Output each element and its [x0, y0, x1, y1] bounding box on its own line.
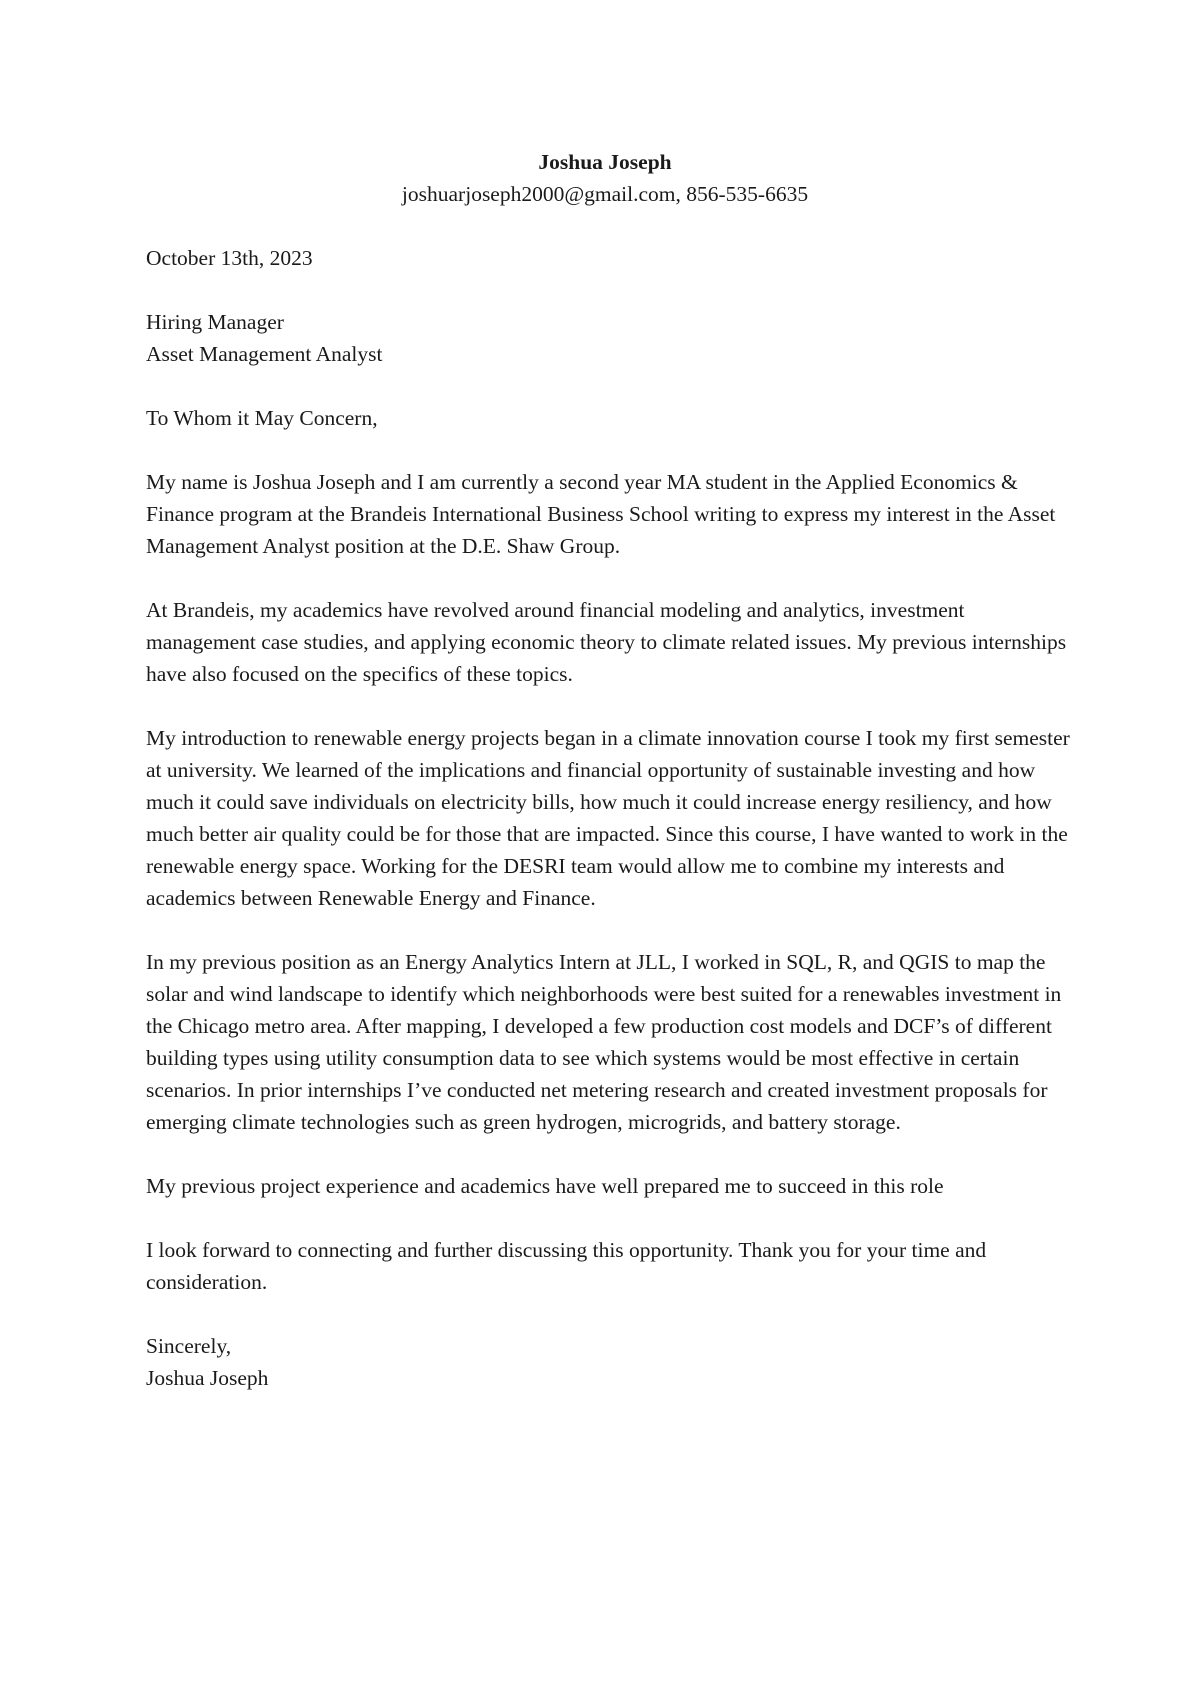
- paragraph-preparation: My previous project experience and academics have well prepared me to succeed in this role: [146, 1174, 944, 1198]
- sender-name: Joshua Joseph: [538, 150, 672, 174]
- letter-date: October 13th, 2023: [146, 246, 313, 270]
- recipient-line-1: Hiring Manager: [146, 310, 284, 334]
- letter-body: [146, 146, 1076, 1394]
- recipient-block: [146, 306, 1076, 370]
- salutation: To Whom it May Concern,: [146, 406, 378, 430]
- paragraph-experience: In my previous position as an Energy Analytics Intern at JLL, I worked in SQL, R, and QGIS to map the solar and wind landscape to identify which neighborhoods were best suited for a renewables investment in the Chicago metro area. After mapping, I developed a few production cost models and DCF’s of different building types using utility consumption data to see which systems would be most effective in certain scenarios. In prior internships I’ve conducted net metering research and created investment proposals for emerging climate technologies such as green hydrogen, microgrids, and battery storage.: [146, 950, 1062, 1134]
- paragraph-closing-remarks: I look forward to connecting and further discussing this opportunity. Thank you for your time and consideration.: [146, 1238, 987, 1294]
- letter-header: [146, 146, 1064, 210]
- paragraph-intro: My name is Joshua Joseph and I am currently a second year MA student in the Applied Economics & Finance program at the Brandeis International Business School writing to express my interest in the Asset Management Analyst position at the D.E. Shaw Group.: [146, 470, 1056, 558]
- signature-name: Joshua Joseph: [146, 1366, 269, 1390]
- paragraph-academics: At Brandeis, my academics have revolved around financial modeling and analytics, investment management case studies, and applying economic theory to climate related issues. My previous internships have also focused on the specifics of these topics.: [146, 598, 1067, 686]
- paragraph-renewable-energy: My introduction to renewable energy projects began in a climate innovation course I took my first semester at university. We learned of the implications and financial opportunity of sustainable investing and how much it could save individuals on electricity bills, how much it could increase energy resiliency, and how much better air quality could be for those that are impacted. Since this course, I have wanted to work in the renewable energy space. Working for the DESRI team would allow me to combine my interests and academics between Renewable Energy and Finance.: [146, 726, 1070, 910]
- closing-phrase: Sincerely,: [146, 1334, 232, 1358]
- recipient-line-2: Asset Management Analyst: [146, 342, 383, 366]
- sender-contact: joshuarjoseph2000@gmail.com, 856-535-6635: [401, 182, 809, 206]
- signature-block: [146, 1330, 1076, 1394]
